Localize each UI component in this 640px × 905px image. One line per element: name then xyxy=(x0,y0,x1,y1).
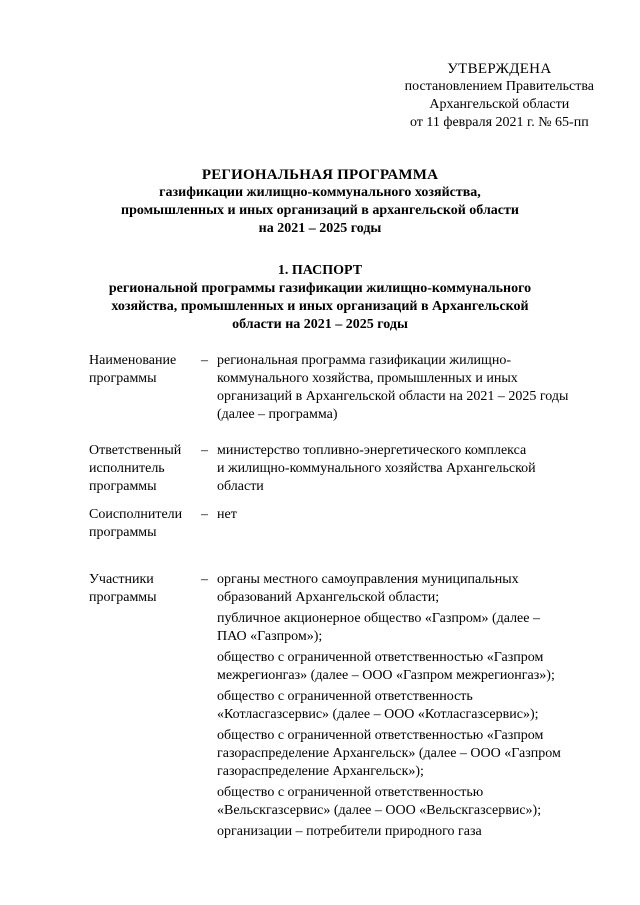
participant-item: общество с ограниченной ответственностью «Вельскгазсервис» (далее – ООО «Вельскгазсервис»); xyxy=(217,785,542,818)
approval-line: Архангельской области xyxy=(429,97,570,112)
participant-item: органы местного самоуправления муниципальных образований Архангельской области; xyxy=(217,572,519,605)
program-title-line: промышленных и иных организаций в архангельской области xyxy=(121,203,519,218)
passport-table xyxy=(89,352,609,841)
participant-item: общество с ограниченной ответственность «Котласгазсервис» (далее – ООО «Котласгазсервис»); xyxy=(217,689,539,722)
program-title xyxy=(40,166,600,238)
section-heading xyxy=(40,262,600,334)
passport-row-coexecutors xyxy=(89,506,609,542)
program-title-line: газификации жилищно-коммунального хозяйства, xyxy=(159,185,481,200)
program-title-main: РЕГИОНАЛЬНАЯ ПРОГРАММА xyxy=(201,167,439,183)
passport-row-participants xyxy=(89,571,609,841)
row-label: Соисполнители программы xyxy=(89,507,183,540)
row-label: Наименование программы xyxy=(89,353,177,386)
row-dash: – xyxy=(201,572,208,587)
row-value: министерство топливно-энергетического комплекса и жилищно-коммунального хозяйства Архангельской области xyxy=(217,443,536,494)
row-dash: – xyxy=(201,507,208,522)
approval-title: УТВЕРЖДЕНА xyxy=(447,61,552,77)
row-label: Участники программы xyxy=(89,572,157,605)
row-value xyxy=(217,571,609,841)
section-number-title: 1. ПАСПОРТ xyxy=(277,263,363,278)
participant-item: общество с ограниченной ответственностью «Газпром межрегионгаз» (далее – ООО «Газпром межрегионгаз»); xyxy=(217,650,555,683)
row-label: Ответственный исполнитель программы xyxy=(89,443,182,494)
row-value: нет xyxy=(217,507,237,522)
section-subtitle-line: региональной программы газификации жилищно-коммунального xyxy=(108,281,532,296)
approval-line: от 11 февраля 2021 г. № 65-пп xyxy=(409,115,589,130)
participant-item: публичное акционерное общество «Газпром» (далее – ПАО «Газпром»); xyxy=(217,611,540,644)
participant-item: общество с ограниченной ответственностью «Газпром газораспределение Архангельск» (далее – ООО «Газпром газораспределение Архангельск»); xyxy=(217,728,561,779)
program-title-line: на 2021 – 2025 годы xyxy=(258,221,382,236)
section-subtitle-line: области на 2021 – 2025 годы xyxy=(232,317,408,332)
row-dash: – xyxy=(201,443,208,458)
participant-item: организации – потребители природного газа xyxy=(217,824,482,839)
row-dash: – xyxy=(201,353,208,368)
passport-row-name xyxy=(89,352,609,424)
approval-stamp xyxy=(405,60,594,132)
approval-line: постановлением Правительства xyxy=(404,79,594,94)
section-subtitle-line: хозяйства, промышленных и иных организаций в Архангельской xyxy=(111,299,529,314)
passport-row-executor xyxy=(89,442,609,496)
row-value: региональная программа газификации жилищно- коммунального хозяйства, промышленных и иных организаций в Архангельской области на 2021 – 2025 годы (далее – программа) xyxy=(217,353,569,422)
